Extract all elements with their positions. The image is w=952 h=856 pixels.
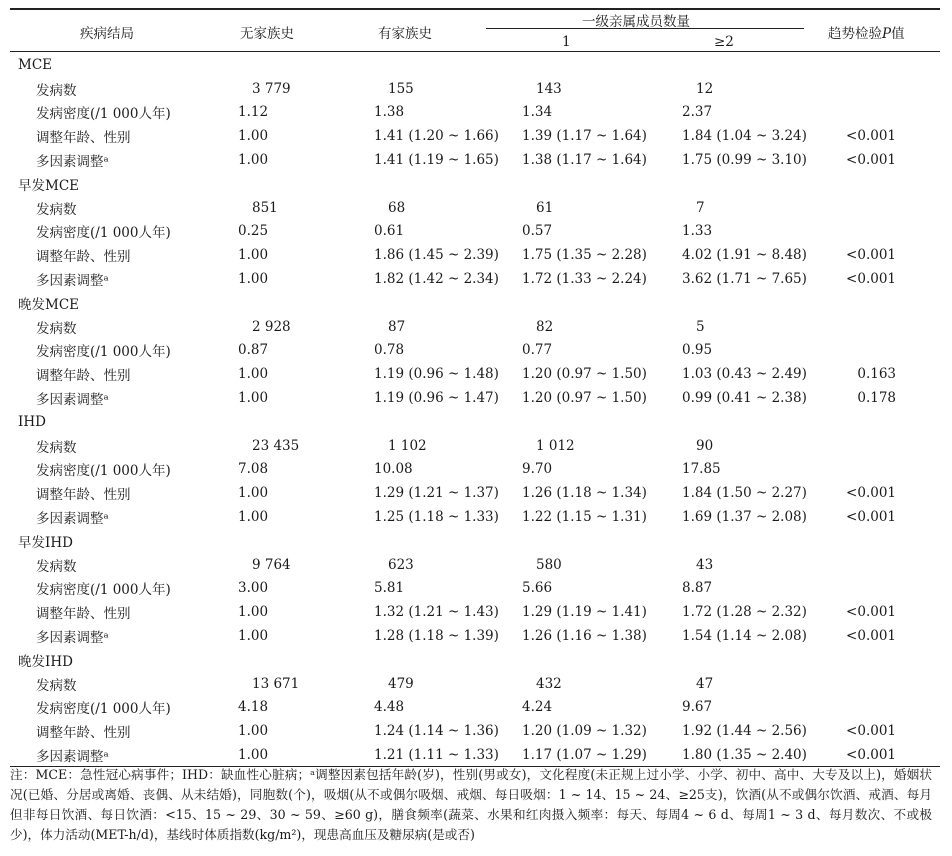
row-label: 调整年龄、性别 (36, 606, 131, 623)
cell-history: 1.82 (1.42 ~ 2.34) (374, 271, 499, 288)
cell-trend-p: <0.001 (846, 152, 897, 169)
cell-history: 1.19 (0.96 ~ 1.48) (374, 366, 499, 383)
cell-relatives-1: 1.39 (1.17 ~ 1.64) (522, 128, 647, 145)
cell-trend-p: 0.163 (857, 366, 897, 383)
cell-relatives-1: 61 (536, 199, 554, 216)
header-history: 有家族史 (378, 26, 432, 42)
group-label: 早发MCE (18, 177, 80, 194)
row-label: 多因素调整ᵃ (36, 273, 109, 290)
cell-history: 479 (388, 675, 414, 692)
data-table (10, 53, 940, 767)
cell-no-history: 1.00 (238, 247, 269, 264)
header-relatives-group: 一级亲属成员数量 (582, 14, 690, 30)
cell-history: 1.25 (1.18 ~ 1.33) (374, 509, 499, 526)
cell-relatives-2: 1.72 (1.28 ~ 2.32) (682, 604, 807, 621)
cell-no-history: 7.08 (238, 461, 269, 478)
cell-relatives-1: 1.20 (0.97 ~ 1.50) (522, 390, 647, 407)
cell-no-history: 1.00 (238, 152, 269, 169)
cell-relatives-2: 5 (696, 318, 705, 335)
row-label: 发病数 (36, 677, 77, 694)
cell-no-history: 1.00 (238, 271, 269, 288)
cell-trend-p (810, 220, 940, 244)
row-label: 发病密度(/1 000人年) (36, 106, 171, 123)
row-label: 多因素调整ᵃ (36, 154, 109, 171)
group-label: MCE (18, 56, 53, 73)
cell-no-history: 1.12 (238, 104, 269, 121)
cell-relatives-1: 1 012 (536, 437, 575, 454)
cell-no-history: 3.00 (238, 580, 269, 597)
group-row (10, 648, 940, 672)
cell-history: 1.38 (374, 104, 405, 121)
cell-no-history: 1.00 (238, 747, 269, 763)
cell-trend-p: <0.001 (846, 271, 897, 288)
cell-no-history: 4.18 (238, 699, 269, 716)
cell-relatives-1: 1.20 (0.97 ~ 1.50) (522, 366, 647, 383)
cell-no-history: 1.00 (238, 604, 269, 621)
row-label: 调整年龄、性别 (36, 249, 131, 266)
group-row (10, 291, 940, 315)
cell-trend-p (810, 196, 940, 220)
table-row (10, 577, 940, 601)
cell-relatives-1: 82 (536, 318, 554, 335)
row-label: 调整年龄、性别 (36, 725, 131, 742)
table-row (10, 101, 940, 125)
group-row (10, 53, 940, 77)
cell-history: 1.86 (1.45 ~ 2.39) (374, 247, 499, 264)
table-row (10, 362, 940, 386)
cell-history: 5.81 (374, 580, 405, 597)
table-row (10, 624, 940, 648)
table-row (10, 243, 940, 267)
cell-relatives-2: 1.92 (1.44 ~ 2.56) (682, 723, 807, 740)
cell-trend-p: 0.178 (857, 390, 897, 407)
table-row (10, 386, 940, 410)
cell-trend-p (810, 339, 940, 363)
table-row (10, 434, 940, 458)
cell-history: 1.19 (0.96 ~ 1.47) (374, 390, 499, 407)
cell-history: 1.41 (1.20 ~ 1.66) (374, 128, 499, 145)
cell-trend-p (810, 577, 940, 601)
cell-history: 1.24 (1.14 ~ 1.36) (374, 723, 499, 740)
cell-trend-p: <0.001 (846, 509, 897, 526)
header-relatives-2: ≥2 (714, 34, 734, 50)
cell-relatives-2: 1.33 (682, 223, 713, 240)
cell-relatives-1: 0.57 (522, 223, 553, 240)
cell-relatives-2: 7 (696, 199, 705, 216)
table-row (10, 505, 940, 529)
cell-relatives-2: 1.75 (0.99 ~ 3.10) (682, 152, 807, 169)
cell-trend-p: <0.001 (846, 723, 897, 740)
cell-relatives-1: 1.29 (1.19 ~ 1.41) (522, 604, 647, 621)
cell-relatives-2: 8.87 (682, 580, 713, 597)
group-label: 晚发MCE (18, 296, 80, 313)
group-label: IHD (18, 413, 46, 430)
cell-relatives-1: 143 (536, 80, 562, 97)
header-no-history: 无家族史 (240, 26, 294, 42)
cell-no-history: 2 928 (252, 318, 291, 335)
cell-no-history: 9 764 (252, 556, 291, 573)
cell-no-history: 13 671 (252, 675, 300, 692)
table-top-rule (10, 8, 940, 10)
cell-trend-p (810, 696, 940, 720)
table-row (10, 220, 940, 244)
cell-trend-p: <0.001 (846, 747, 897, 763)
cell-relatives-2: 0.95 (682, 342, 713, 359)
cell-history: 68 (388, 199, 406, 216)
table-row (10, 553, 940, 577)
cell-trend-p (810, 434, 940, 458)
cell-history: 623 (388, 556, 414, 573)
cell-relatives-1: 1.22 (1.15 ~ 1.31) (522, 509, 647, 526)
cell-history: 1.21 (1.11 ~ 1.33) (374, 747, 499, 763)
cell-relatives-2: 12 (696, 80, 714, 97)
cell-relatives-1: 1.38 (1.17 ~ 1.64) (522, 152, 647, 169)
group-row (10, 172, 940, 196)
cell-relatives-1: 1.17 (1.07 ~ 1.29) (522, 747, 647, 763)
header-bottom-rule (10, 51, 940, 52)
cell-no-history: 0.87 (238, 342, 269, 359)
table-row (10, 315, 940, 339)
table-row (10, 267, 940, 291)
row-label: 发病密度(/1 000人年) (36, 225, 171, 242)
cell-trend-p (810, 553, 940, 577)
cell-no-history: 1.00 (238, 390, 269, 407)
cell-trend-p: <0.001 (846, 628, 897, 645)
cell-relatives-1: 1.72 (1.33 ~ 2.24) (522, 271, 647, 288)
cell-history: 1.28 (1.18 ~ 1.39) (374, 628, 499, 645)
cell-relatives-1: 580 (536, 556, 562, 573)
cell-relatives-1: 5.66 (522, 580, 553, 597)
group-row (10, 529, 940, 553)
cell-relatives-2: 1.84 (1.50 ~ 2.27) (682, 485, 807, 502)
table-row (10, 719, 940, 743)
cell-relatives-2: 1.84 (1.04 ~ 3.24) (682, 128, 807, 145)
cell-no-history: 1.00 (238, 723, 269, 740)
cell-no-history: 1.00 (238, 628, 269, 645)
cell-relatives-1: 432 (536, 675, 562, 692)
cell-relatives-1: 1.26 (1.16 ~ 1.38) (522, 628, 647, 645)
table-row (10, 77, 940, 101)
cell-no-history: 1.00 (238, 128, 269, 145)
table-row (10, 743, 940, 767)
table-row (10, 124, 940, 148)
row-label: 发病密度(/1 000人年) (36, 582, 171, 599)
cell-trend-p (810, 77, 940, 101)
cell-relatives-1: 1.26 (1.18 ~ 1.34) (522, 485, 647, 502)
cell-no-history: 1.00 (238, 509, 269, 526)
cell-trend-p: <0.001 (846, 128, 897, 145)
cell-history: 0.78 (374, 342, 405, 359)
row-label: 发病密度(/1 000人年) (36, 463, 171, 480)
row-label: 调整年龄、性别 (36, 368, 131, 385)
cell-no-history: 0.25 (238, 223, 269, 240)
table-row (10, 696, 940, 720)
row-label: 发病数 (36, 558, 77, 575)
cell-relatives-2: 1.54 (1.14 ~ 2.08) (682, 628, 807, 645)
header-span-rule (486, 28, 804, 29)
group-label: 早发IHD (18, 534, 73, 551)
cell-no-history: 1.00 (238, 485, 269, 502)
cell-relatives-2: 17.85 (682, 461, 721, 478)
cell-trend-p: <0.001 (846, 247, 897, 264)
cell-relatives-1: 0.77 (522, 342, 553, 359)
cell-relatives-2: 0.99 (0.41 ~ 2.38) (682, 390, 807, 407)
table-row (10, 339, 940, 363)
cell-trend-p (810, 672, 940, 696)
cell-relatives-2: 43 (696, 556, 714, 573)
cell-history: 0.61 (374, 223, 405, 240)
row-label: 发病数 (36, 320, 77, 337)
cell-history: 87 (388, 318, 406, 335)
cell-relatives-1: 1.34 (522, 104, 553, 121)
cell-relatives-2: 90 (696, 437, 714, 454)
table-row (10, 148, 940, 172)
row-label: 调整年龄、性别 (36, 487, 131, 504)
table-row (10, 196, 940, 220)
table-row (10, 672, 940, 696)
cell-no-history: 3 779 (252, 80, 291, 97)
cell-trend-p (810, 315, 940, 339)
row-label: 发病数 (36, 201, 77, 218)
group-row (10, 410, 940, 434)
table-row (10, 600, 940, 624)
cell-relatives-2: 1.03 (0.43 ~ 2.49) (682, 366, 807, 383)
row-label: 发病数 (36, 439, 77, 456)
row-label: 多因素调整ᵃ (36, 511, 109, 528)
row-label: 发病密度(/1 000人年) (36, 344, 171, 361)
cell-history: 1.29 (1.21 ~ 1.37) (374, 485, 499, 502)
header-outcome: 疾病结局 (80, 26, 134, 42)
cell-relatives-2: 1.69 (1.37 ~ 2.08) (682, 509, 807, 526)
cell-history: 155 (388, 80, 414, 97)
cell-relatives-2: 47 (696, 675, 714, 692)
cell-relatives-2: 4.02 (1.91 ~ 8.48) (682, 247, 807, 264)
cell-relatives-2: 2.37 (682, 104, 713, 121)
row-label: 多因素调整ᵃ (36, 749, 109, 765)
row-label: 发病数 (36, 82, 77, 99)
cell-trend-p: <0.001 (846, 604, 897, 621)
cell-history: 10.08 (374, 461, 413, 478)
table-row (10, 458, 940, 482)
table-row (10, 481, 940, 505)
cell-history: 1.32 (1.21 ~ 1.43) (374, 604, 499, 621)
cell-history: 4.48 (374, 699, 405, 716)
cell-relatives-1: 9.70 (522, 461, 553, 478)
cell-no-history: 851 (252, 199, 278, 216)
cell-no-history: 23 435 (252, 437, 300, 454)
cell-trend-p (810, 458, 940, 482)
row-label: 发病密度(/1 000人年) (36, 701, 171, 718)
row-label: 多因素调整ᵃ (36, 630, 109, 647)
row-label: 多因素调整ᵃ (36, 392, 109, 409)
cell-relatives-1: 1.20 (1.09 ~ 1.32) (522, 723, 647, 740)
cell-relatives-1: 1.75 (1.35 ~ 2.28) (522, 247, 647, 264)
cell-history: 1 102 (388, 437, 427, 454)
table-footnote: 注：MCE：急性冠心病事件；IHD：缺血性心脏病；ᵃ调整因素包括年龄(岁)，性别(男或女)，文化程度(未正规上过小学、小学、初中、高中、大专及以上)，婚姻状况(已婚、分居或离婚、丧偶、从未结婚)，同胞数(个)，吸烟(从不或偶尔吸烟、戒烟、每日吸烟：1 ~ 14、15 ~ 24、≥25支)，饮酒(从不或偶尔饮酒、戒酒、每月但非每日饮酒、每日饮酒：<15、15 ~ 29、30 ~ 59、≥60 g)，膳食频率(蔬菜、水果和红肉摄入频率：每天、每周4 ~ 6 d、每周1 ~ 3 d、每月数次、不或极少)，体力活动(MET-h/d)，基线时体质指数(kg/m²)，现患高血压及糖尿病(是或否) (10, 767, 932, 842)
cell-no-history: 1.00 (238, 366, 269, 383)
cell-trend-p (810, 101, 940, 125)
cell-relatives-1: 4.24 (522, 699, 553, 716)
row-label: 调整年龄、性别 (36, 130, 131, 147)
cell-relatives-2: 1.80 (1.35 ~ 2.40) (682, 747, 807, 763)
cell-history: 1.41 (1.19 ~ 1.65) (374, 152, 499, 169)
cell-relatives-2: 3.62 (1.71 ~ 7.65) (682, 271, 807, 288)
group-label: 晚发IHD (18, 653, 73, 670)
cell-trend-p: <0.001 (846, 485, 897, 502)
header-trend-p: 趋势检验P值 (828, 26, 905, 42)
header-relatives-1: 1 (562, 34, 571, 50)
cell-relatives-2: 9.67 (682, 699, 713, 716)
